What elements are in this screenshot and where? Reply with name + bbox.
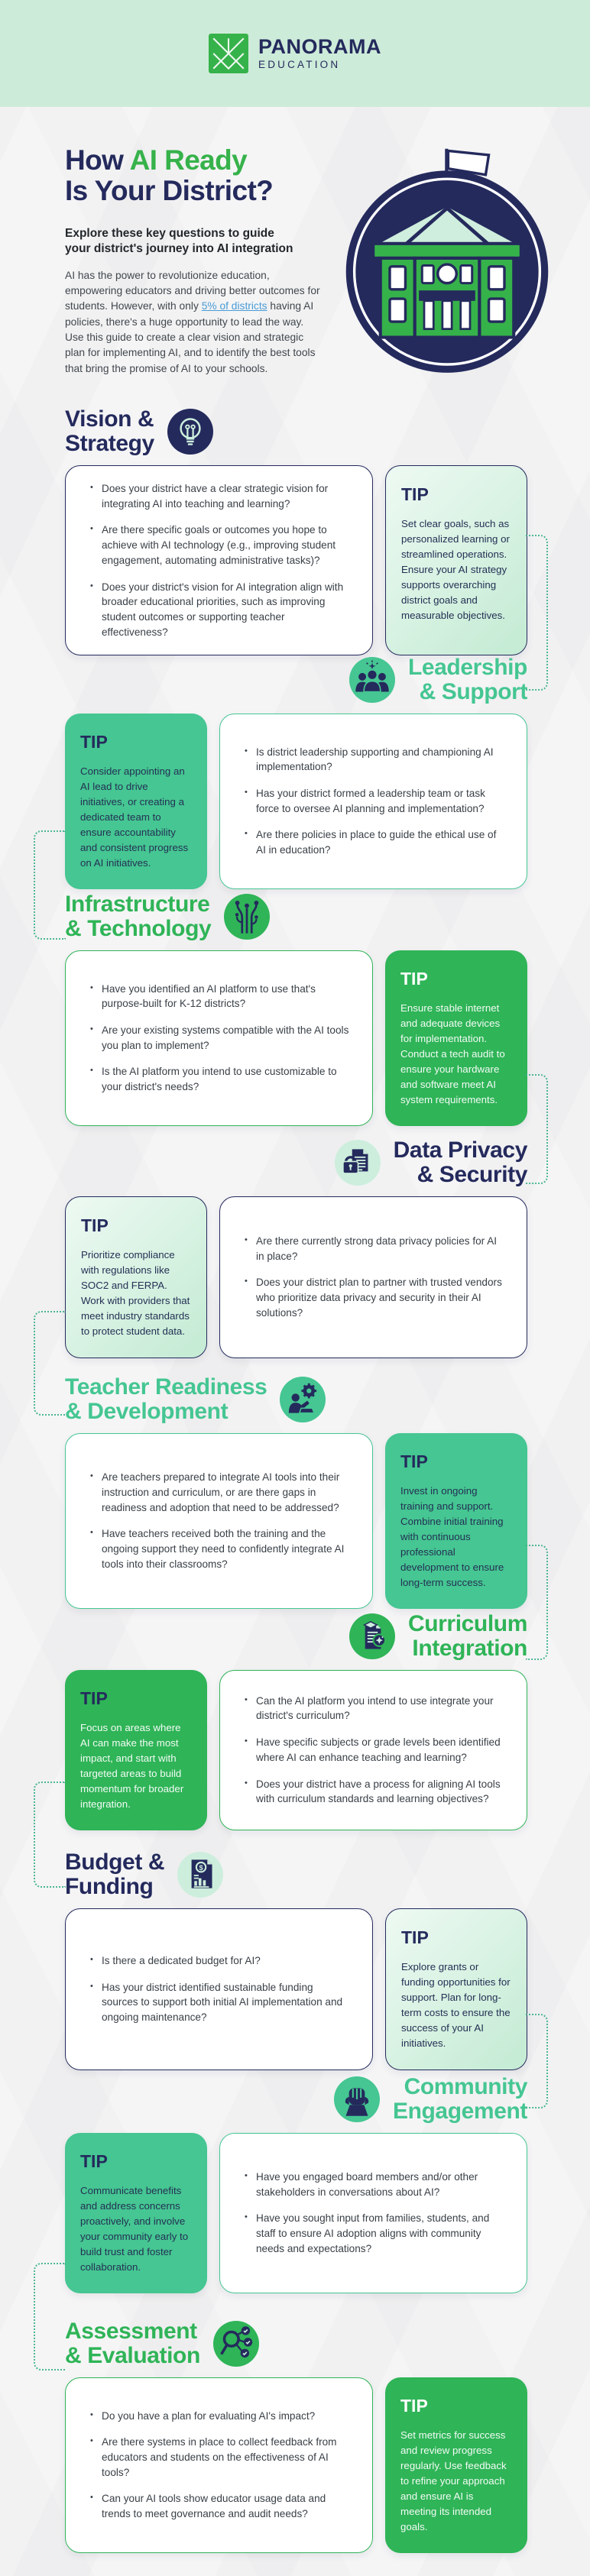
dotted-connector bbox=[34, 2263, 66, 2371]
question-item: • Are there policies in place to guide the ethical use of AI in education? bbox=[243, 827, 504, 857]
header-band bbox=[0, 0, 590, 107]
section-title bbox=[65, 1850, 164, 1898]
title-line2: & Development bbox=[65, 1398, 229, 1424]
budget-doc-icon bbox=[177, 1852, 223, 1898]
svg-text:$: $ bbox=[199, 1863, 203, 1872]
brand-subname: EDUCATION bbox=[258, 59, 341, 71]
question-list bbox=[89, 481, 349, 639]
title-line2: Funding bbox=[65, 1873, 154, 1899]
hero-body-2: having AI policies, there's a huge opportunity to lead the way. Use this guide to create a clear vision and strategic plan for implementing AI, and to identify the best tools that bring the promise of AI to your schools. bbox=[65, 300, 316, 374]
question-list bbox=[89, 982, 349, 1095]
question-list bbox=[89, 2409, 349, 2522]
school-building-illustration bbox=[342, 147, 553, 376]
question-item: • Is the AI platform you intend to use customizable to your district's needs? bbox=[89, 1064, 349, 1094]
dotted-connector bbox=[34, 830, 66, 940]
question-item: • Can the AI platform you intend to use integrate your district's curriculum? bbox=[243, 1694, 504, 1723]
title-line2: & Evaluation bbox=[65, 2342, 200, 2368]
tip-text: Ensure stable internet and adequate devices for implementation. Conduct a tech audit to ensure your hardware and software meet AI system requirements. bbox=[400, 1002, 505, 1105]
section-title bbox=[408, 655, 527, 704]
title-line2: Is Your District? bbox=[65, 174, 274, 206]
title-line2: & Technology bbox=[65, 915, 212, 941]
question-item: • Do you have a plan for evaluating AI's impact? bbox=[89, 2409, 349, 2424]
lock-document-icon bbox=[335, 1140, 381, 1186]
section-title bbox=[65, 1375, 267, 1423]
section-title bbox=[408, 1612, 527, 1660]
question-item: • Are there specific goals or outcomes you hope to achieve with AI technology (e.g., improving student engagement, automating administrative tasks)? bbox=[89, 523, 349, 568]
section-heading bbox=[65, 892, 527, 940]
title-line1: Leadership bbox=[407, 655, 527, 680]
tip-label: TIP bbox=[80, 732, 108, 752]
tip-text: Consider appointing an AI lead to drive initiatives, or creating a dedicated team to ensure accountability and consistent progress on AI initiatives. bbox=[80, 765, 189, 869]
section-title bbox=[65, 892, 211, 940]
question-item: • Have you sought input from families, students, and staff to ensure AI adoption aligns with community needs and expectations? bbox=[243, 2211, 504, 2256]
question-item: • Does your district have a process for aligning AI tools with curriculum standards and learning objectives? bbox=[243, 1777, 504, 1807]
questions-card bbox=[65, 1433, 373, 1609]
tip-label: TIP bbox=[80, 2151, 108, 2171]
section-assessment-evaluation bbox=[0, 2319, 590, 2553]
tip-label: TIP bbox=[401, 1927, 429, 1947]
tip-text: Invest in ongoing training and support. Combine initial training with continuous professional development to ensure long-term success. bbox=[400, 1485, 504, 1588]
question-list bbox=[243, 2170, 504, 2257]
title-line2: & Security bbox=[417, 1161, 527, 1187]
question-item: • Has your district identified sustainable funding sources to support both initial AI implementation and ongoing maintenance? bbox=[89, 1980, 349, 2025]
section-heading bbox=[65, 1612, 527, 1660]
tip-card bbox=[65, 2133, 207, 2293]
section-heading bbox=[65, 2075, 527, 2123]
tip-text: Prioritize compliance with regulations like SOC2 and FERPA. Work with providers that meet industry standards to protect student data. bbox=[81, 1249, 190, 1337]
question-item: • Have teachers received both the training and the ongoing support they need to confidently integrate AI tools into their classrooms? bbox=[89, 1526, 349, 1571]
question-item: • Has your district formed a leadership team or task force to oversee AI planning and implementation? bbox=[243, 786, 504, 816]
tip-label: TIP bbox=[400, 969, 428, 989]
questions-card bbox=[65, 465, 373, 655]
dotted-connector bbox=[526, 1074, 548, 1184]
tip-label: TIP bbox=[80, 1688, 108, 1708]
title-line1: Data Privacy bbox=[393, 1138, 527, 1163]
section-heading bbox=[65, 1850, 527, 1898]
questions-card bbox=[65, 950, 373, 1126]
hero-section bbox=[0, 107, 590, 413]
section-heading bbox=[65, 1138, 527, 1186]
panorama-logo bbox=[209, 34, 381, 73]
title-pre: How bbox=[65, 144, 130, 176]
tip-card bbox=[385, 950, 527, 1126]
section-infrastructure-technology bbox=[0, 892, 590, 1126]
question-item: • Are teachers prepared to integrate AI tools into their instruction and curriculum, or are there gaps in readiness and adoption that need to be addressed? bbox=[89, 1470, 349, 1515]
hero-subtitle: Explore these key questions to guide your district's journey into AI integration bbox=[65, 226, 293, 256]
tip-label: TIP bbox=[81, 1215, 109, 1235]
questions-card bbox=[65, 1908, 373, 2070]
dotted-connector bbox=[34, 1782, 66, 1888]
tip-text: Explore grants or funding opportunities for support. Plan for long-term costs to ensure the success of your AI initiatives. bbox=[401, 1961, 511, 2049]
section-title bbox=[65, 2319, 200, 2367]
people-icon bbox=[349, 657, 395, 703]
tip-card bbox=[65, 714, 207, 889]
panorama-logo-icon bbox=[209, 34, 248, 73]
tip-card bbox=[65, 1196, 207, 1358]
title-line1: Vision & bbox=[65, 406, 154, 432]
brand-name: PANORAMA bbox=[258, 35, 381, 59]
tip-card bbox=[385, 1433, 527, 1609]
question-item: • Is district leadership supporting and championing AI implementation? bbox=[243, 745, 504, 775]
questions-card bbox=[219, 1196, 527, 1358]
question-item: • Are there currently strong data privacy policies for AI in place? bbox=[243, 1234, 504, 1264]
tip-card bbox=[385, 465, 527, 655]
section-heading bbox=[65, 655, 527, 704]
teacher-gear-icon bbox=[280, 1377, 326, 1422]
question-item: • Can your AI tools show educator usage data and trends to meet governance and audit needs? bbox=[89, 2491, 349, 2521]
question-item: • Is there a dedicated budget for AI? bbox=[89, 1953, 349, 1969]
tip-text: Set clear goals, such as personalized learning or streamlined operations. Ensure your AI strategy supports overarching district goals and measurable objectives. bbox=[401, 518, 510, 621]
section-data-privacy-security bbox=[0, 1138, 590, 1358]
section-community-engagement bbox=[0, 2075, 590, 2293]
curriculum-doc-icon bbox=[349, 1613, 395, 1659]
tip-text: Focus on areas where AI can make the most impact, and start with targeted areas to build momentum for broader integration. bbox=[80, 1722, 184, 1810]
title-accent: AI Ready bbox=[129, 144, 248, 176]
section-teacher-readiness-development bbox=[0, 1375, 590, 1609]
hands-icon bbox=[334, 2076, 380, 2122]
tip-text: Set metrics for success and review progress regularly. Use feedback to refine your approach and ensure AI is meeting its intended goals. bbox=[400, 2429, 507, 2532]
question-item: • Are your existing systems compatible with the AI tools you plan to implement? bbox=[89, 1023, 349, 1053]
title-line2: & Support bbox=[419, 678, 527, 704]
dotted-connector bbox=[34, 1311, 66, 1416]
title-line1: Infrastructure bbox=[65, 892, 210, 917]
question-list bbox=[243, 1694, 504, 1807]
tip-card bbox=[385, 2377, 527, 2553]
hero-body bbox=[65, 268, 325, 377]
section-title bbox=[394, 1138, 527, 1186]
question-list bbox=[243, 1234, 504, 1321]
section-leadership-support bbox=[0, 655, 590, 889]
section-title bbox=[65, 407, 154, 455]
question-list bbox=[243, 745, 504, 858]
question-item: • Have you engaged board members and/or other stakeholders in conversations about AI? bbox=[243, 2170, 504, 2199]
dotted-connector bbox=[526, 2014, 548, 2108]
title-line1: Assessment bbox=[65, 2319, 197, 2344]
tip-label: TIP bbox=[400, 2396, 428, 2416]
tip-label: TIP bbox=[400, 1451, 428, 1471]
question-list bbox=[89, 1470, 349, 1571]
section-curriculum-integration bbox=[0, 1612, 590, 1830]
hero-body-1: AI has the power to revolutionize education, empowering educators and driving better outcomes for students. However, with only bbox=[65, 269, 320, 312]
section-heading bbox=[65, 2319, 527, 2367]
title-line1: Curriculum bbox=[407, 1611, 527, 1636]
questions-card bbox=[65, 2377, 373, 2553]
page-title bbox=[65, 145, 329, 206]
title-line1: Budget & bbox=[65, 1849, 165, 1875]
question-item: • Have you identified an AI platform to use that's purpose-built for K-12 districts? bbox=[89, 982, 349, 1011]
magnifier-checks-icon bbox=[213, 2321, 259, 2367]
section-title bbox=[393, 2075, 527, 2123]
question-item: • Does your district have a clear strategic vision for integrating AI into teaching and learning? bbox=[89, 481, 349, 511]
section-vision-strategy bbox=[0, 407, 590, 655]
dotted-connector bbox=[526, 1545, 548, 1660]
title-line2: Engagement bbox=[392, 2098, 527, 2124]
lightbulb-icon bbox=[167, 409, 213, 455]
question-item: • Are there systems in place to collect feedback from educators and students on the effectiveness of AI tools? bbox=[89, 2435, 349, 2480]
logo-text bbox=[258, 37, 381, 70]
title-line2: Strategy bbox=[65, 430, 154, 456]
circuit-icon bbox=[224, 894, 270, 940]
questions-card bbox=[219, 2133, 527, 2293]
hero-text bbox=[65, 145, 329, 377]
districts-stat-link[interactable]: 5% of districts bbox=[201, 300, 267, 312]
questions-card bbox=[219, 1670, 527, 1830]
tip-text: Communicate benefits and address concerns proactively, and involve your community early to build trust and foster collaboration. bbox=[80, 2185, 189, 2273]
questions-card bbox=[219, 714, 527, 889]
question-item: • Does your district's vision for AI integration align with broader educational priorities, such as improving student outcomes or supporting teacher effectiveness? bbox=[89, 580, 349, 640]
tip-card bbox=[385, 1908, 527, 2070]
title-line1: Teacher Readiness bbox=[65, 1374, 267, 1400]
tip-card bbox=[65, 1670, 207, 1830]
tip-label: TIP bbox=[401, 484, 429, 504]
section-heading bbox=[65, 1375, 527, 1423]
question-list bbox=[89, 1953, 349, 2025]
section-budget-funding bbox=[0, 1850, 590, 2070]
dotted-connector bbox=[526, 535, 548, 691]
question-item: • Does your district plan to partner with trusted vendors who prioritize data privacy and security in their AI solutions? bbox=[243, 1275, 504, 1320]
question-item: • Have specific subjects or grade levels been identified where AI can enhance teaching and learning? bbox=[243, 1735, 504, 1765]
section-heading bbox=[65, 407, 527, 455]
title-line2: Integration bbox=[412, 1635, 527, 1661]
title-line1: Community bbox=[404, 2074, 527, 2099]
